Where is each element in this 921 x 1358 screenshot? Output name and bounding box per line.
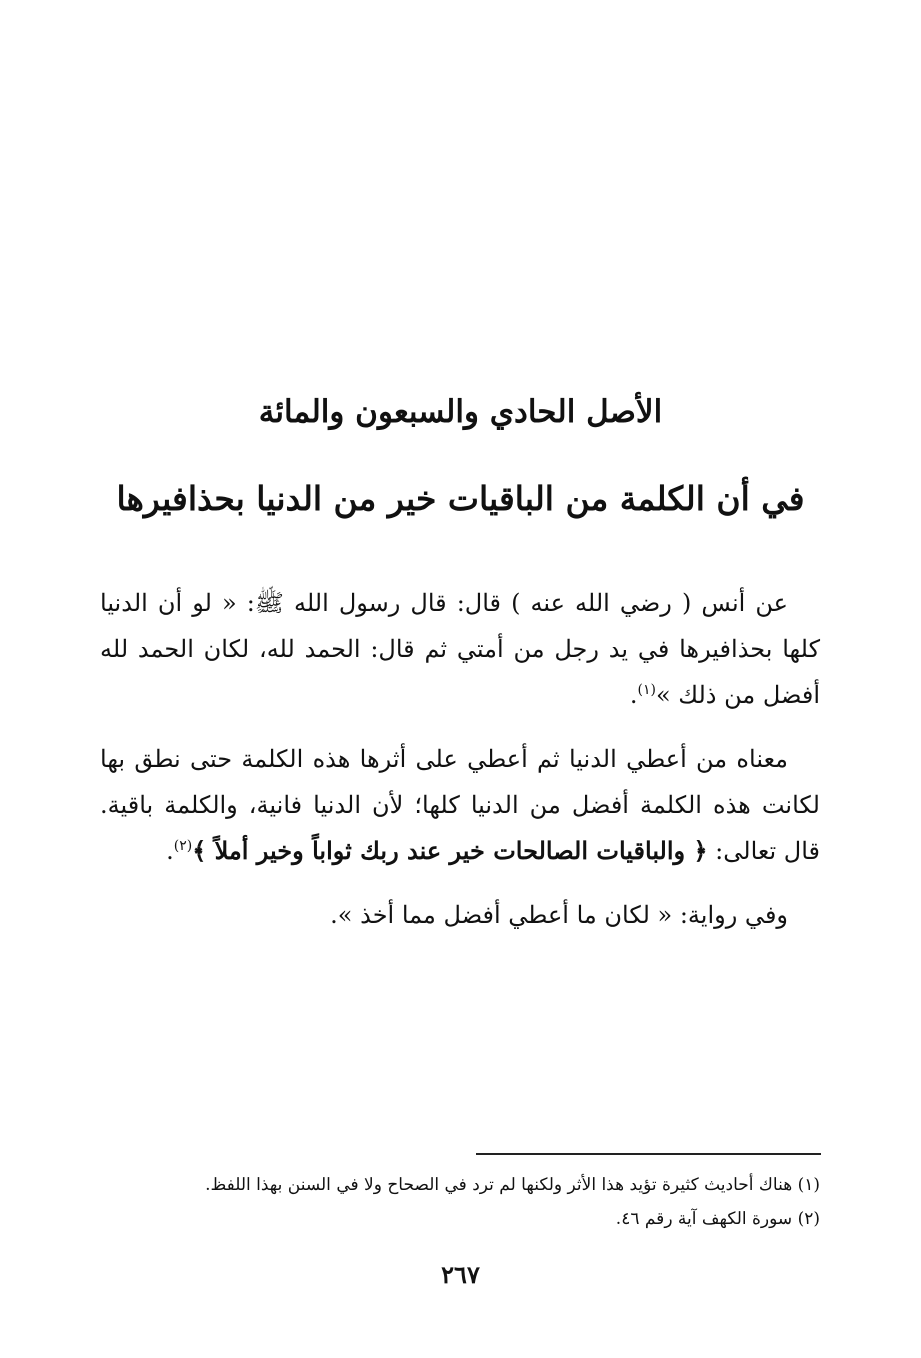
- paragraph-explanation: [100, 736, 820, 874]
- footnote-marker-2: (٢): [173, 838, 193, 854]
- footnote-divider: [476, 1153, 821, 1155]
- chapter-subtitle: في أن الكلمة من الباقيات خير من الدنيا بحذافيرها: [116, 479, 805, 518]
- hadith-text: عن أنس ( رضي الله عنه ) قال: قال رسول الله ﷺ: « لو أن الدنيا كلها بحذافيرها في يد رجل من أمتي ثم قال: الحمد لله، لكان الحمد لله أفضل من ذلك »: [100, 589, 820, 709]
- explanation-end: .: [166, 837, 174, 865]
- footnote-1: (١) هناك أحاديث كثيرة تؤيد هذا الأثر ولكنها لم ترد في الصحاح ولا في السنن بهذا اللفظ.: [205, 1175, 820, 1195]
- paragraph-hadith: [100, 580, 820, 718]
- explanation-text: معناه من أعطي الدنيا ثم أعطي على أثرها هذه الكلمة حتى نطق بها لكانت هذه الكلمة أفضل من الدنيا كلها؛ لأن الدنيا فانية، والكلمة باقية. قال تعالى:: [100, 745, 820, 865]
- hadith-end: .: [629, 681, 638, 709]
- footnote-2: (٢) سورة الكهف آية رقم ٤٦.: [615, 1209, 820, 1229]
- chapter-title: الأصل الحادي والسبعون والمائة: [258, 394, 663, 430]
- footnote-marker-1: (١): [637, 682, 656, 698]
- page-number: ٢٦٧: [441, 1260, 480, 1289]
- footnotes: [100, 1168, 820, 1236]
- paragraph-narration: وفي رواية: « لكان ما أعطي أفضل مما أخذ ».: [330, 901, 788, 929]
- quran-verse: ﴿ والباقيات الصالحات خير عند ربك ثواباً وخير أملاً ﴾: [192, 836, 708, 865]
- body-text: [100, 580, 820, 956]
